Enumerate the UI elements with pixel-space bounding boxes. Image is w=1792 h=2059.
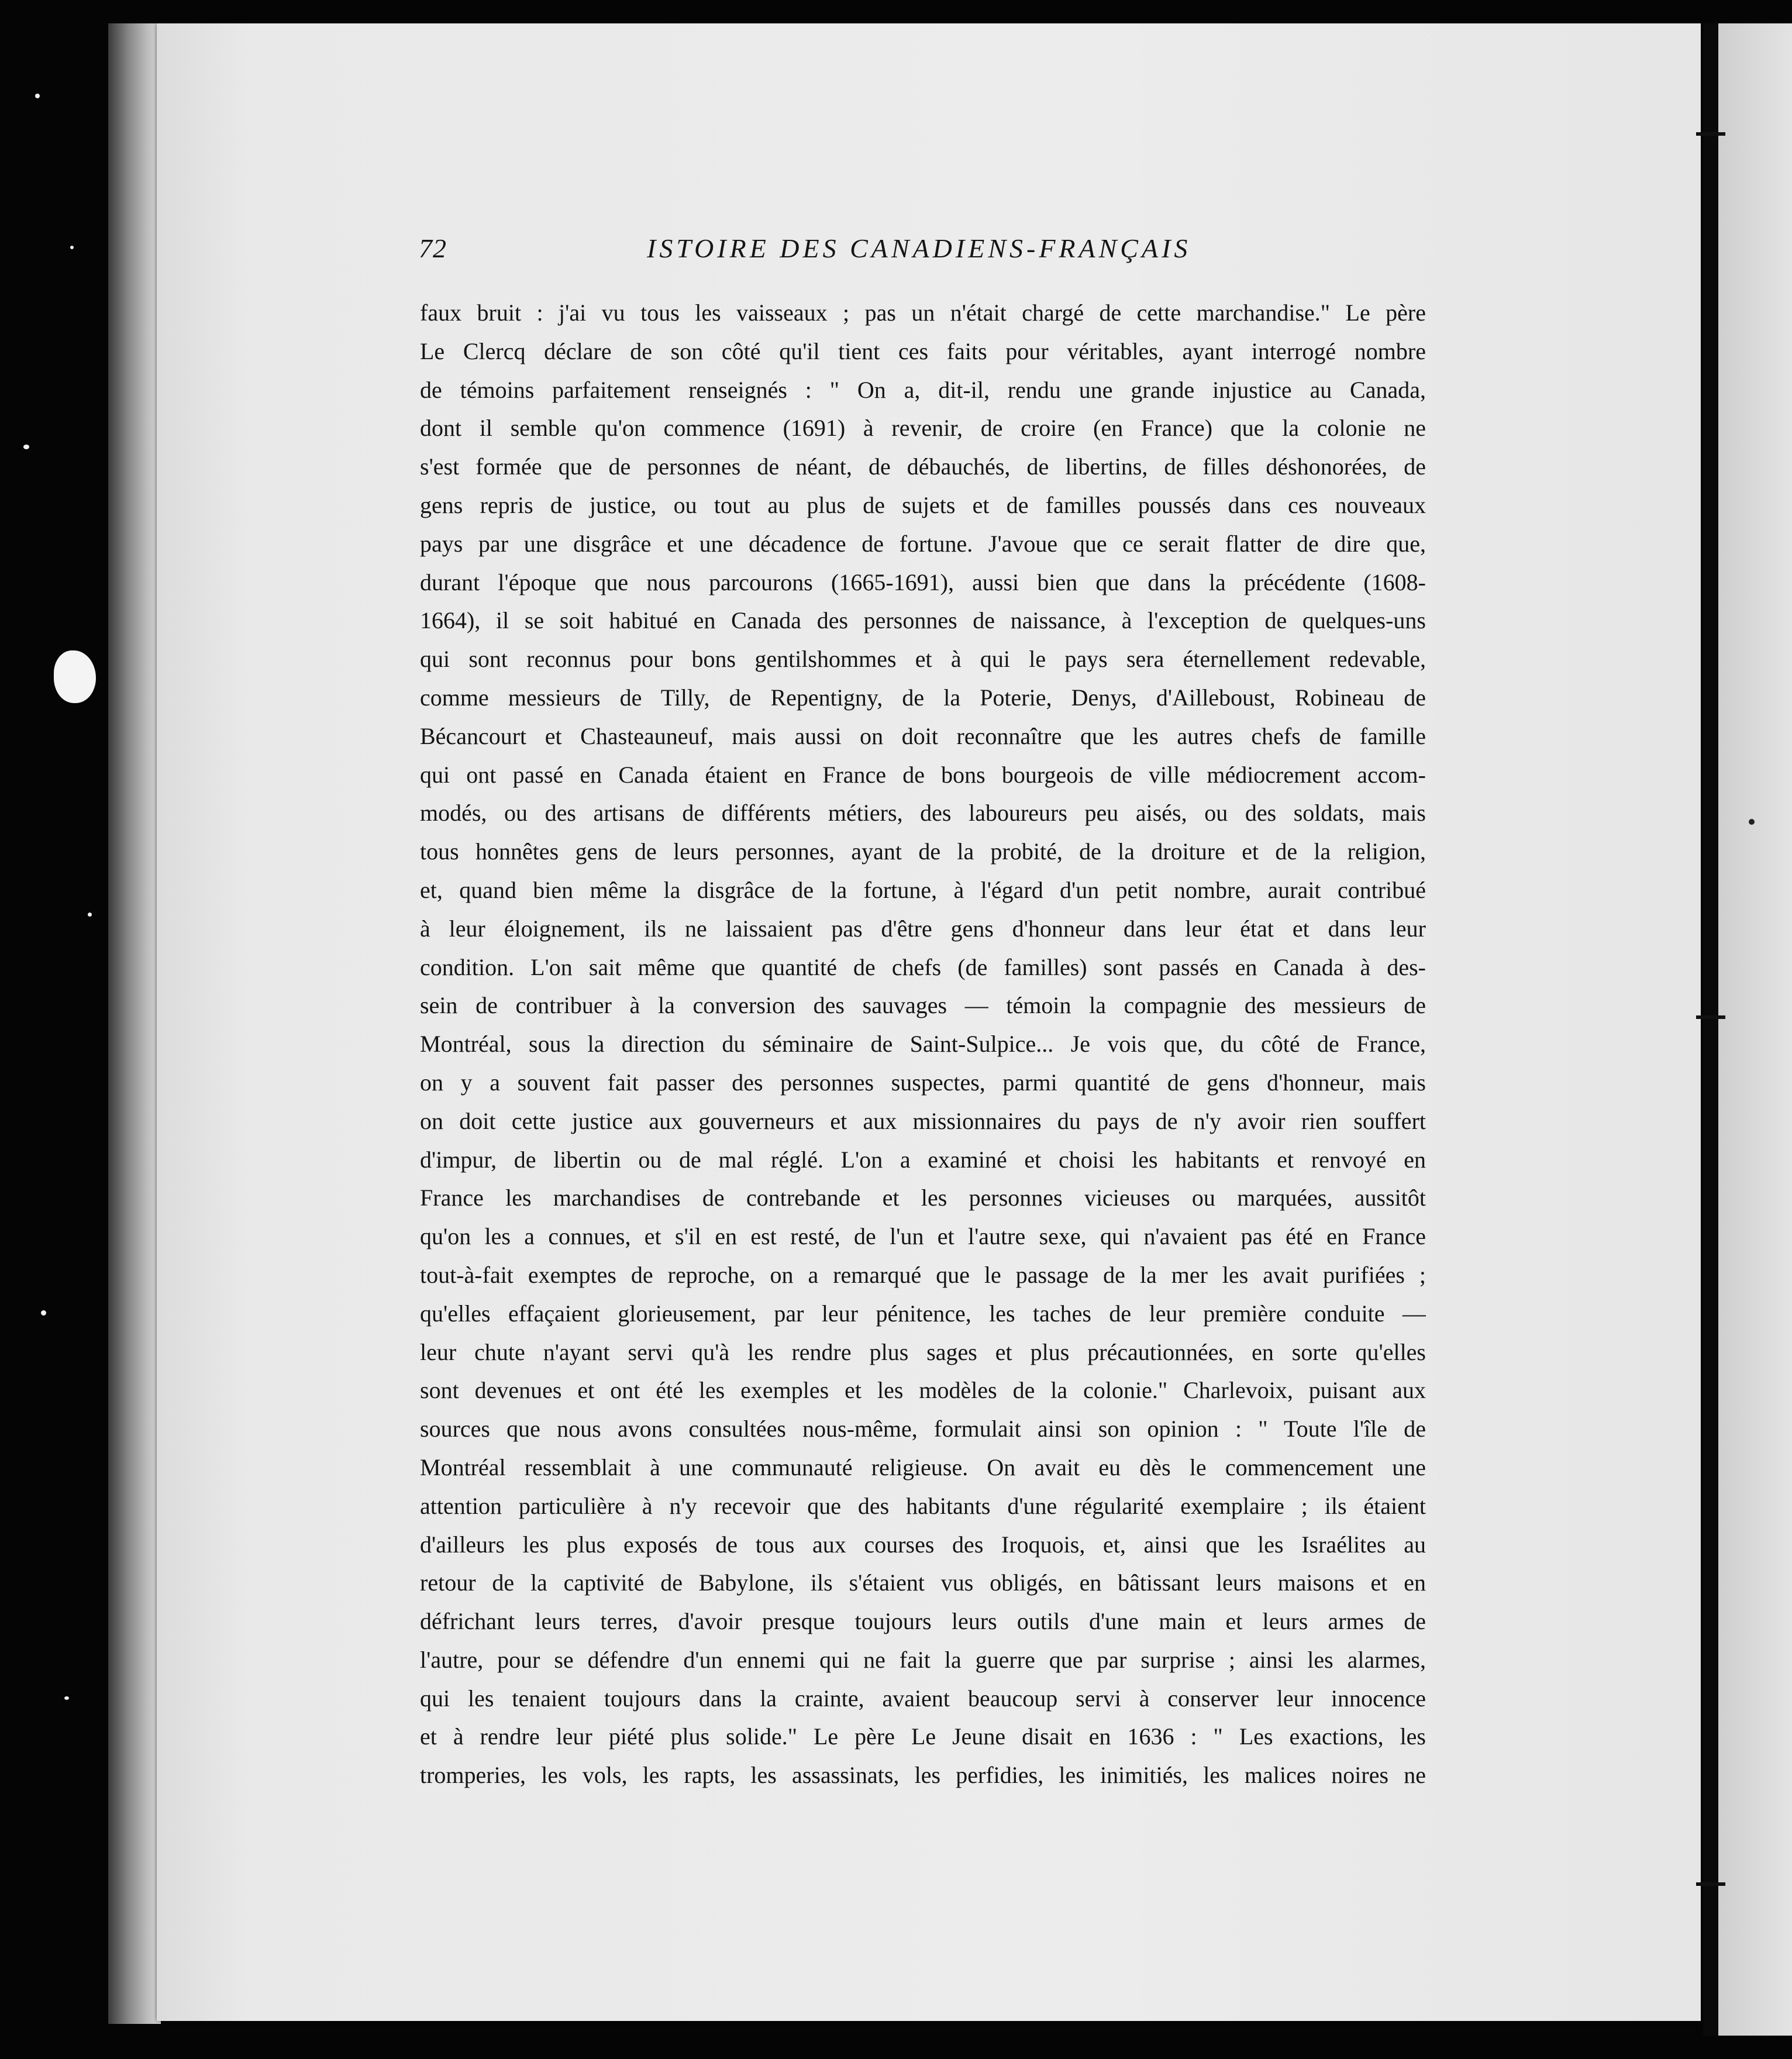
text-line: dont il semble qu'on commence (1691) à revenir, de croire (en France) que la colonie ne (420, 415, 1426, 442)
text-line: qu'on les a connues, et s'il en est resté, de l'un et l'autre sexe, qui n'avaient pas été en France (420, 1223, 1426, 1250)
gutter-tick-mark (1696, 1882, 1725, 1886)
text-line: à leur éloignement, ils ne laissaient pas d'être gens d'honneur dans leur état et dans leur (420, 915, 1426, 942)
scan-speck (88, 913, 92, 917)
text-line: qui les tenaient toujours dans la crainte, avaient beaucoup servi à conserver leur innocence (420, 1685, 1426, 1712)
text-line: Montréal ressemblait à une communauté religieuse. On avait eu dès le commencement une (420, 1454, 1426, 1480)
text-line: retour de la captivité de Babylone, ils s'étaient vus obligés, en bâtissant leurs maisons et en (420, 1569, 1426, 1596)
text-line: faux bruit : j'ai vu tous les vaisseaux ; pas un n'était chargé de cette marchandise." Le père (420, 299, 1426, 326)
text-line: Montréal, sous la direction du séminaire de Saint-Sulpice... Je vois que, du côté de France, (420, 1031, 1426, 1058)
page-header (419, 233, 1425, 274)
scan-speck (23, 445, 29, 449)
scan-blemish (54, 650, 96, 703)
page-number: 72 (419, 233, 447, 263)
scan-speck (1749, 819, 1755, 825)
text-line: tout-à-fait exemptes de reproche, on a remarqué que le passage de la mer les avait purifiées ; (420, 1261, 1426, 1288)
text-line: d'impur, de libertin ou de mal réglé. L'on a examiné et choisi les habitants et renvoyé en (420, 1146, 1426, 1173)
text-line: qu'elles effaçaient glorieusement, par leur pénitence, les taches de leur première conduite — (420, 1300, 1426, 1327)
text-line: on doit cette justice aux gouverneurs et aux missionnaires du pays de n'y avoir rien souffert (420, 1107, 1426, 1134)
body-text (420, 294, 1426, 1795)
text-line: attention particulière à n'y recevoir que des habitants d'une régularité exemplaire ; ils étaient (420, 1492, 1426, 1519)
right-page-gutter (1703, 23, 1718, 2036)
text-line: l'autre, pour se défendre d'un ennemi qui ne fait la guerre que par surprise ; ainsi les alarmes, (420, 1646, 1426, 1673)
text-line: leur chute n'ayant servi qu'à les rendre plus sages et plus précautionnées, en sorte qu'elles (420, 1338, 1426, 1365)
text-line: 1664), il se soit habitué en Canada des personnes de naissance, à l'exception de quelques-uns (420, 607, 1426, 634)
text-line: qui ont passé en Canada étaient en France de bons bourgeois de ville médiocrement accom- (420, 761, 1426, 788)
book-binding-edge (108, 23, 161, 2024)
scan-speck (70, 246, 74, 249)
text-line: défrichant leurs terres, d'avoir presque toujours leurs outils d'une main et leurs armes de (420, 1608, 1426, 1635)
text-line: sont devenues et ont été les exemples et les modèles de la colonie." Charlevoix, puisant aux (420, 1377, 1426, 1404)
text-line: tromperies, les vols, les rapts, les assassinats, les perfidies, les inimitiés, les malices noires ne (420, 1762, 1426, 1789)
text-line: d'ailleurs les plus exposés de tous aux courses des Iroquois, et, ainsi que les Israélites au (420, 1531, 1426, 1558)
text-line: modés, ou des artisans de différents métiers, des laboureurs peu aisés, ou des soldats, mais (420, 800, 1426, 827)
scan-speck (35, 94, 40, 98)
scan-speck (64, 1696, 69, 1700)
text-line: France les marchandises de contrebande et les personnes vicieuses ou marquées, aussitôt (420, 1185, 1426, 1211)
running-title: ISTOIRE DES CANADIENS-FRANÇAIS (647, 233, 1191, 263)
text-line: de témoins parfaitement renseignés : " On a, dit-il, rendu une grande injustice au Canada, (420, 376, 1426, 403)
text-line: et, quand bien même la disgrâce de la fortune, à l'égard d'un petit nombre, aurait contribué (420, 876, 1426, 903)
text-line: s'est formée que de personnes de néant, de débauchés, de libertins, de filles déshonorées, de (420, 453, 1426, 480)
text-line: on y a souvent fait passer des personnes suspectes, parmi quantité de gens d'honneur, mais (420, 1069, 1426, 1096)
next-page-edge (1718, 23, 1792, 2036)
gutter-tick-mark (1696, 1015, 1725, 1019)
text-line: durant l'époque que nous parcourons (1665-1691), aussi bien que dans la précédente (1608- (420, 569, 1426, 595)
text-line: Bécancourt et Chasteauneuf, mais aussi on doit reconnaître que les autres chefs de famille (420, 722, 1426, 749)
text-line: Le Clercq déclare de son côté qu'il tient ces faits pour véritables, ayant interrogé nombre (420, 338, 1426, 364)
text-line: sources que nous avons consultées nous-même, formulait ainsi son opinion : " Toute l'île de (420, 1416, 1426, 1442)
text-line: condition. L'on sait même que quantité de chefs (de familles) sont passés en Canada à des- (420, 953, 1426, 980)
text-line: et à rendre leur piété plus solide." Le père Le Jeune disait en 1636 : " Les exactions, les (420, 1723, 1426, 1750)
text-line: comme messieurs de Tilly, de Repentigny, de la Poterie, Denys, d'Ailleboust, Robineau de (420, 684, 1426, 711)
text-line: gens repris de justice, ou tout au plus de sujets et de familles poussés dans ces nouveaux (420, 491, 1426, 518)
text-line: sein de contribuer à la conversion des sauvages — témoin la compagnie des messieurs de (420, 992, 1426, 1019)
scan-speck (41, 1310, 46, 1316)
text-line: tous honnêtes gens de leurs personnes, ayant de la probité, de la droiture et de la religion, (420, 838, 1426, 865)
gutter-tick-mark (1696, 132, 1725, 136)
text-line: qui sont reconnus pour bons gentilshommes et à qui le pays sera éternellement redevable, (420, 646, 1426, 673)
text-line: pays par une disgrâce et une décadence de fortune. J'avoue que ce serait flatter de dire que, (420, 530, 1426, 557)
